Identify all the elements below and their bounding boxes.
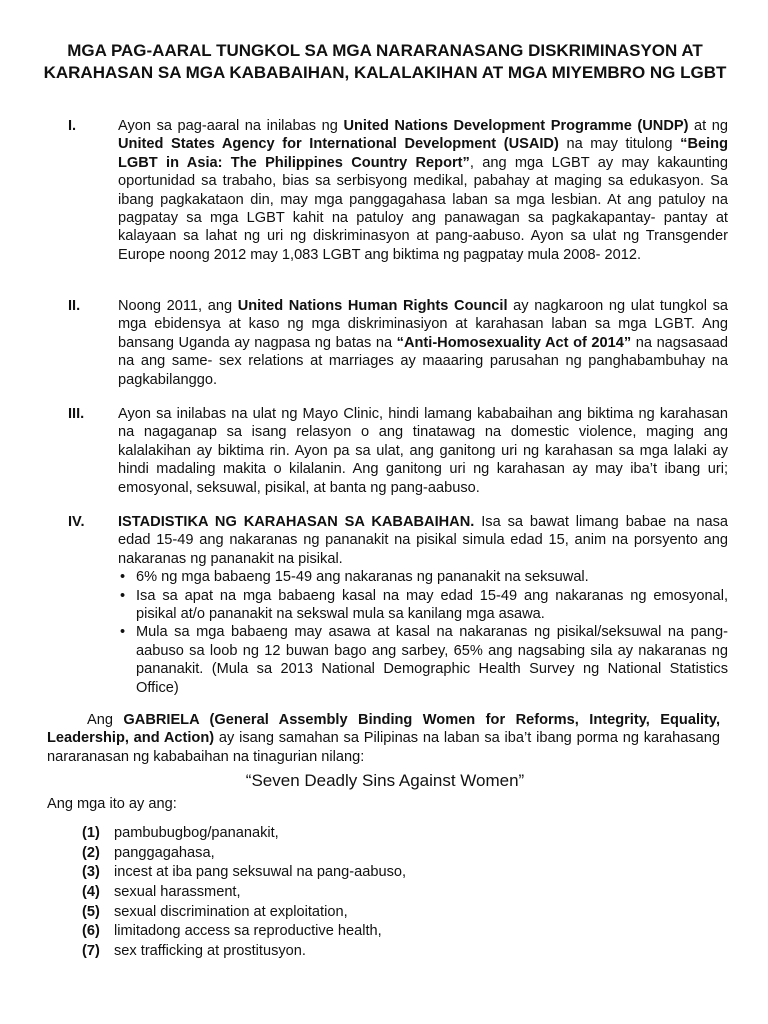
list-number: (3) bbox=[82, 864, 100, 881]
bullet-item: • Isa sa apat na mga babaeng kasal na may edad 15-49 ang nakaranas ng emosyonal, pisikal at/o pananakit na sekswal mula sa kanilang mga asawa. bbox=[118, 587, 728, 624]
list-intro: Ang mga ito ay ang: bbox=[47, 796, 177, 812]
text-run: Ayon sa pag-aaral na inilabas ng bbox=[118, 118, 344, 134]
bold-run: “Being LGBT in Asia: The Philippines Country Report” bbox=[118, 136, 728, 171]
text-run: Ang bbox=[87, 712, 124, 728]
list-item bbox=[82, 863, 406, 883]
list-text: sex trafficking at prostitusyon. bbox=[114, 943, 306, 960]
text-run: Isa sa bawat limang babae na nasa edad 15-49 ang nakaranas ng pananakit na pisikal simula edad 15, anim na porsyento ang nakaranas ng pananakit na pisikal. bbox=[118, 514, 728, 567]
list-text: pambubugbog/pananakit, bbox=[114, 825, 279, 841]
text-run: ay isang samahan sa Pilipinas na laban sa iba’t ibang porma ng karahasang nararanasan ng kababaihan na tinagurian nilang: bbox=[47, 730, 720, 765]
bold-run: United Nations Human Rights Council bbox=[237, 298, 508, 314]
list-number: (5) bbox=[82, 903, 100, 920]
section-body: Ayon sa inilabas na ulat ng Mayo Clinic, hindi lamang kababaihan ang biktima ng karahasan na nagaganap sa isang relasyon o ang tinatawag na domestic violence, maging ang kalalakihan ay biktima rin. Ayon pa sa ulat, ang ganitong uri ng karahasan sa mga lalaki ay hindi madaling makita o kilalanin. Ang ganitong uri ng karahasan ay may iba’t ibang uri; emosyonal, seksuwal, pisikal, at banta ng pang-aabuso. bbox=[118, 406, 728, 496]
list-number: (1) bbox=[82, 825, 100, 841]
list-text: sexual harassment, bbox=[114, 884, 241, 901]
list-number: (4) bbox=[82, 884, 100, 901]
text-run: at ng bbox=[688, 118, 729, 134]
section-body bbox=[118, 513, 728, 697]
page-title: MGA PAG-AARAL TUNGKOL SA MGA NARARANASANG DISKRIMINASYON AT KARAHASAN SA MGA KABABAIHAN, KALALAKIHAN AT MGA MIYEMBRO NG LGBT bbox=[43, 41, 727, 82]
list-item bbox=[82, 922, 406, 942]
text-run: na nagsasaad na ang same- sex relations at marriages ay maaaring parusahan ng panghabambuhay na pagkabilanggo. bbox=[118, 334, 728, 388]
list-text: sexual discrimination at exploitation, bbox=[114, 903, 348, 920]
section-1 bbox=[68, 117, 728, 264]
bold-run: “Anti-Homosexuality Act of 2014” bbox=[396, 334, 632, 351]
section-number: II. bbox=[68, 298, 81, 314]
list-number: (7) bbox=[82, 943, 100, 960]
section-lead bbox=[118, 513, 728, 568]
text-run: , ang mga LGBT ay may kakaunting oportunidad sa trabaho, bias sa serbisyong medikal, pabahay at maging sa edukasyon. Sa ibang pagkakataon din, may mga panggagahasa laban sa mga lesbian. At ang patuloy na pagpatay sa mga LGBT kahit na patuloy ang panawagan sa pagkakapantay- pantay at kalayaan sa lahat ng uri ng diskriminasyon at pang-aabuso. Ayon sa ulat ng Transgender Europe noong 2012 may 1,083 LGBT ang biktima ng pagpatay mula 2008- 2012. bbox=[118, 154, 728, 263]
section-2 bbox=[68, 297, 728, 389]
list-item bbox=[82, 903, 406, 923]
section-4 bbox=[68, 513, 728, 697]
list-item bbox=[82, 883, 406, 903]
list-text: incest at iba pang seksuwal na pang-aabuso, bbox=[114, 864, 407, 881]
text-run: Noong 2011, ang bbox=[118, 298, 238, 314]
list-text: panggagahasa, bbox=[114, 844, 215, 861]
section-number: IV. bbox=[68, 514, 85, 530]
bold-run: ISTADISTIKA NG KARAHASAN SA KABABAIHAN. bbox=[118, 514, 475, 530]
bold-run: United States Agency for International Development (USAID) bbox=[118, 136, 559, 153]
seven-sins-heading: “Seven Deadly Sins Against Women” bbox=[245, 771, 525, 790]
bullet-item: • Mula sa mga babaeng may asawa at kasal na nakaranas ng pisikal/seksuwal na pang-aabuso sa loob ng 12 buwan bago ang sarbey, 65% ang nagsabing sila ay nakaranas ng pananakit. (Mula sa 2013 National Demographic Health Survey ng National Statistics Office) bbox=[118, 623, 728, 697]
section-body bbox=[118, 297, 728, 389]
list-item bbox=[82, 824, 406, 844]
text-run: na may titulong bbox=[558, 136, 681, 153]
text-run: ay nagkaroon ng ulat tungkol sa mga ebidensya at kaso ng mga diskriminasiyon at karahasan laban sa mga LGBT. Ang bansang Uganda ay nagpasa ng batas na bbox=[118, 298, 728, 351]
list-text: limitadong access sa reproductive health, bbox=[114, 923, 382, 940]
sins-list bbox=[82, 824, 406, 962]
bullet-item: • 6% ng mga babaeng 15-49 ang nakaranas ng pananakit na seksuwal. bbox=[118, 568, 728, 586]
bold-run: GABRIELA (General Assembly Binding Women for Reforms, Integrity, Equality, Leadership, and Action) bbox=[47, 712, 720, 747]
list-number: (2) bbox=[82, 844, 100, 861]
list-number: (6) bbox=[82, 923, 100, 940]
section-body bbox=[118, 117, 728, 264]
bullet-list bbox=[118, 568, 728, 697]
gabriela-paragraph bbox=[47, 711, 720, 766]
list-item bbox=[82, 942, 406, 962]
section-number: III. bbox=[68, 406, 85, 422]
list-item bbox=[82, 844, 406, 864]
section-number: I. bbox=[68, 118, 77, 134]
bold-run: United Nations Development Programme (UNDP) bbox=[343, 118, 689, 134]
section-3 bbox=[68, 405, 728, 497]
